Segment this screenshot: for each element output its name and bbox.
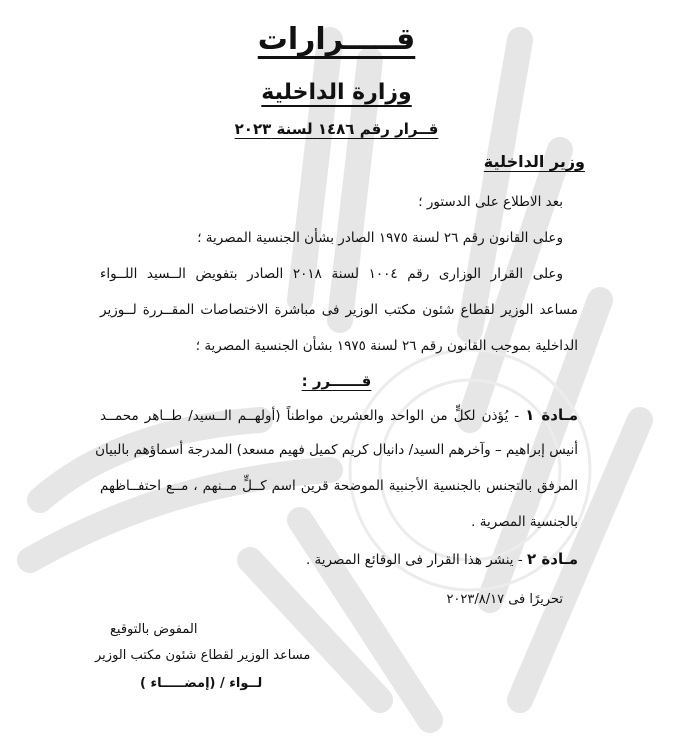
preamble-line-basis: الداخلية بموجب القانون رقم ٢٦ لسنة ١٩٧٥ بشأن الجنسية المصرية ؛ — [195, 338, 578, 354]
page-title: قـــــرارات — [257, 22, 416, 57]
article-2-text: - ينشر هذا القرار فى الوقائع المصرية . — [305, 552, 528, 568]
signatory-rank: لــواء / (إمضـــــاء ) — [140, 676, 263, 691]
signatory-office: مساعد الوزير لقطاع شئون مكتب الوزير — [95, 648, 311, 663]
preamble-line-law: وعلى القانون رقم ٢٦ لسنة ١٩٧٥ الصادر بشأن الجنسية المصرية ؛ — [197, 230, 563, 246]
decree-date: تحريرًا فى ٢٠٢٣/٨/١٧ — [446, 592, 563, 607]
decree-number: قــرار رقم ١٤٨٦ لسنة ٢٠٢٣ — [234, 120, 439, 138]
issuer-heading: وزير الداخلية — [483, 152, 585, 171]
signatory-title: المفوض بالتوقيع — [110, 622, 198, 637]
article-1-line-3: المرفق بالتجنس بالجنسية الأجنبية الموضحة قرين اسم كــلٍّ مــنهم ، مــع احتفــاظهم — [100, 478, 578, 494]
article-1-text-1: - يُؤذن لكلٍّ من الواحد والعشرين مواطناً (أولهــم الــسيد/ طــاهر محمــد — [100, 408, 526, 424]
article-1-label: مـادة ١ — [525, 406, 578, 424]
preamble-line-assistant: مساعد الوزير لقطاع شئون مكتب الوزير فى مباشرة الاختصاصات المقــررة لــوزير — [100, 302, 578, 318]
preamble-line-constitution: بعد الاطلاع على الدستور ؛ — [418, 194, 563, 210]
article-1-line-1 — [100, 406, 578, 424]
article-1-line-2: أنيس إبراهيم – وآخرهم السيد/ دانيال كريم كميل فهيم مسعد) المدرجة أسماؤهم بالبيان — [95, 442, 578, 458]
preamble-line-delegation: وعلى القرار الوزارى رقم ١٠٠٤ لسنة ٢٠١٨ الصادر بتفويض الــسيد اللــواء — [100, 266, 564, 282]
article-2-label: مـادة ٢ — [527, 550, 578, 568]
article-2-line — [306, 550, 578, 568]
article-1-line-4: بالجنسية المصرية . — [471, 514, 578, 530]
decided-heading: قــــــرر : — [301, 372, 372, 390]
ministry-name: وزارة الداخلية — [261, 80, 412, 105]
